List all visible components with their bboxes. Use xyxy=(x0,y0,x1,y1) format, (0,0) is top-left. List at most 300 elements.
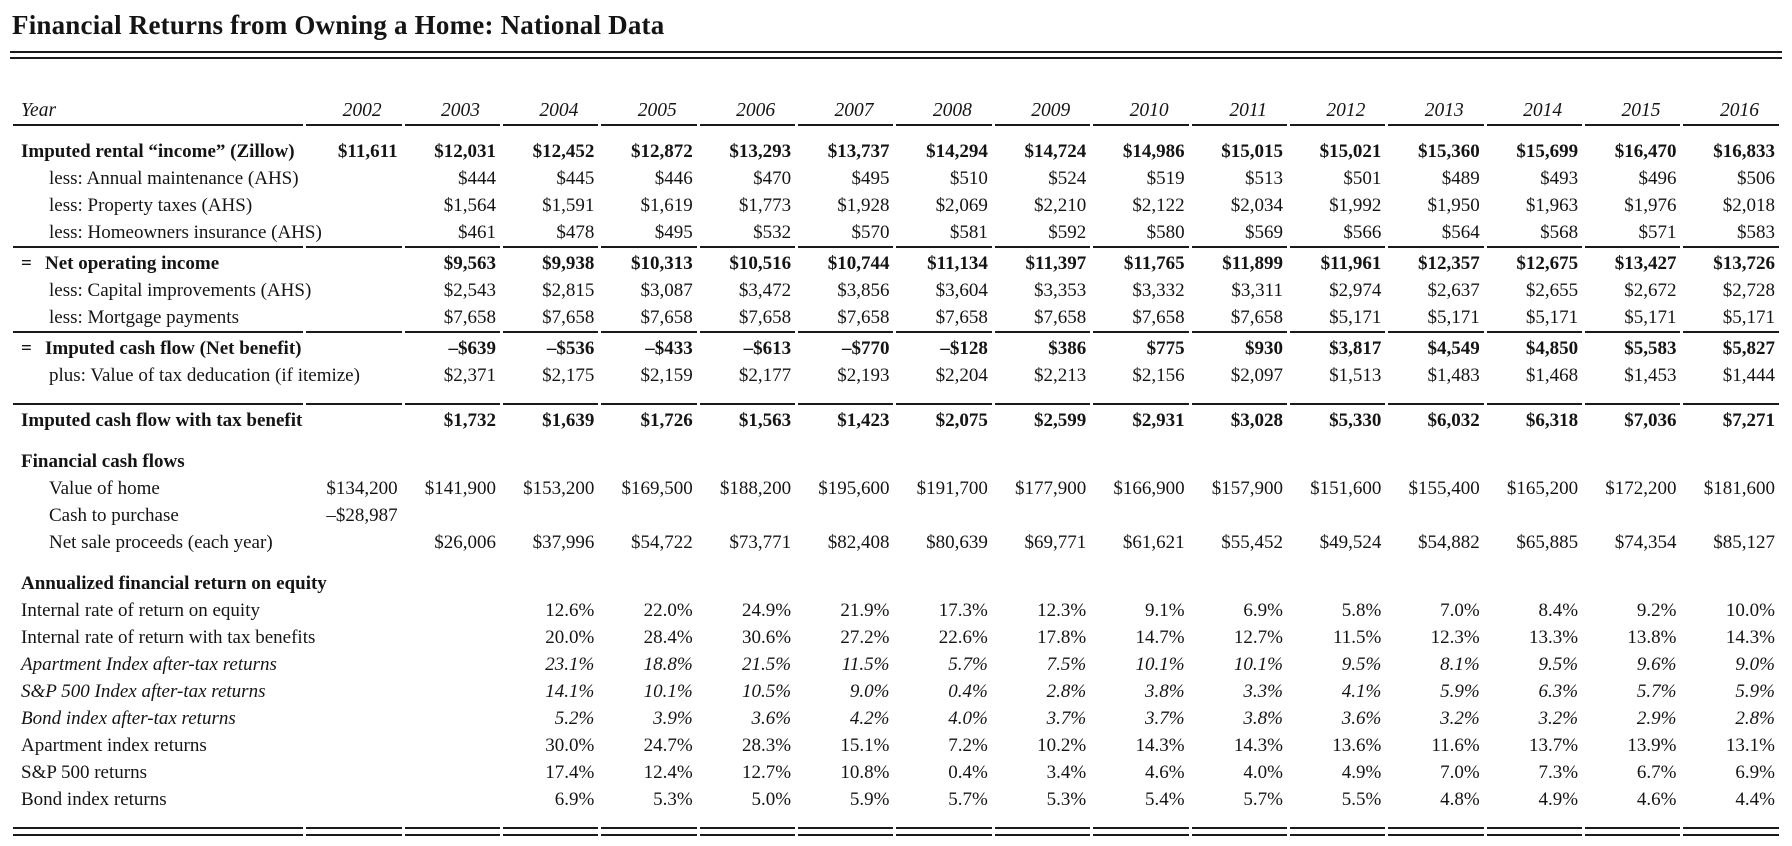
cell-value: 5.7% xyxy=(1636,680,1677,702)
cell-value xyxy=(798,448,893,475)
cell-value: $7,658 xyxy=(542,306,595,328)
cell-value: $470 xyxy=(753,167,792,189)
cell-value: $1,732 xyxy=(443,409,496,431)
equals-prefix: = xyxy=(21,252,32,274)
cell-value: $4,850 xyxy=(1525,337,1579,359)
cell-value xyxy=(306,705,401,732)
row-label xyxy=(13,165,303,192)
table-row xyxy=(13,250,1779,277)
cell-value: 12.6% xyxy=(545,599,595,621)
cell-value xyxy=(1585,502,1680,529)
cell-value: $2,213 xyxy=(1033,364,1087,386)
cell-value: –$536 xyxy=(546,337,595,359)
table-row xyxy=(13,624,1779,651)
cell-value: $3,028 xyxy=(1230,409,1283,431)
cell-value: $12,675 xyxy=(1516,252,1579,274)
cell-value: $16,833 xyxy=(1713,140,1775,162)
cell-value: $532 xyxy=(753,221,792,243)
cell-value: 28.3% xyxy=(742,734,792,756)
cell-value: $5,171 xyxy=(1427,306,1480,328)
cell-value: 13.9% xyxy=(1627,734,1677,756)
cell-value: $61,621 xyxy=(1122,531,1185,553)
cell-value xyxy=(1683,448,1779,475)
cell-value: $580 xyxy=(1146,221,1185,243)
title-double-rule xyxy=(10,51,1782,59)
cell-value: 23.1% xyxy=(545,653,595,675)
cell-value: 3.2% xyxy=(1440,707,1480,729)
cell-value: $446 xyxy=(654,167,693,189)
cell-value: $16,470 xyxy=(1614,140,1677,162)
cell-value: $2,097 xyxy=(1230,364,1283,386)
table-row xyxy=(13,678,1779,705)
cell-value: 11.5% xyxy=(1332,626,1382,648)
cell-value: $188,200 xyxy=(719,477,792,499)
cell-value: $5,171 xyxy=(1624,306,1677,328)
table-row xyxy=(13,335,1779,362)
cell-value: $26,006 xyxy=(434,531,496,553)
cell-value: 13.8% xyxy=(1627,626,1677,648)
cell-value xyxy=(503,448,598,475)
cell-value: $1,976 xyxy=(1624,194,1677,216)
cell-value: $1,992 xyxy=(1329,194,1382,216)
cell-value: $177,900 xyxy=(1014,477,1087,499)
cell-value: $12,357 xyxy=(1417,252,1480,274)
table-row xyxy=(13,407,1779,434)
year-header: 2005 xyxy=(637,99,677,121)
cell-value: –$28,987 xyxy=(326,504,398,526)
cell-value: $73,771 xyxy=(729,531,792,553)
row-label xyxy=(13,732,303,759)
table-row xyxy=(13,570,1779,597)
cell-value: $74,354 xyxy=(1614,531,1677,553)
cell-value: $496 xyxy=(1638,167,1677,189)
cell-value: $489 xyxy=(1441,167,1480,189)
cell-value: $54,722 xyxy=(630,531,693,553)
table-row xyxy=(13,597,1779,624)
cell-value xyxy=(1192,570,1287,597)
cell-value xyxy=(306,277,401,304)
cell-value: 8.4% xyxy=(1538,599,1579,621)
cell-value: 6.9% xyxy=(1243,599,1283,621)
cell-value: 5.5% xyxy=(1341,788,1382,810)
cell-value: $775 xyxy=(1146,337,1185,359)
row-label-text: Apartment index returns xyxy=(21,734,207,756)
year-header: 2009 xyxy=(1031,99,1071,121)
cell-value: $11,134 xyxy=(927,252,988,274)
cell-value: 13.1% xyxy=(1725,734,1775,756)
cell-value: $445 xyxy=(556,167,595,189)
year-header: 2006 xyxy=(736,99,776,121)
row-label-text: Net operating income xyxy=(45,252,220,274)
cell-value: 10.8% xyxy=(840,761,890,783)
cell-value: 14.1% xyxy=(545,680,595,702)
cell-value: $10,516 xyxy=(729,252,792,274)
row-label-text: Internal rate of return on equity xyxy=(21,599,260,621)
cell-value: $2,543 xyxy=(443,279,496,301)
cell-value: 5.7% xyxy=(948,788,988,810)
cell-value: $3,604 xyxy=(935,279,988,301)
cell-value: 20.0% xyxy=(545,626,595,648)
cell-value: $165,200 xyxy=(1506,477,1579,499)
row-label xyxy=(13,335,303,362)
cell-value: $581 xyxy=(949,221,988,243)
cell-value: $2,018 xyxy=(1722,194,1775,216)
table-row xyxy=(13,705,1779,732)
row-label xyxy=(13,277,312,304)
row-label-text: less: Homeowners insurance (AHS) xyxy=(49,221,322,243)
cell-value: 3.3% xyxy=(1243,680,1283,702)
cell-value: $5,171 xyxy=(1722,306,1775,328)
cell-value: $1,513 xyxy=(1329,364,1382,386)
cell-value: 14.3% xyxy=(1725,626,1775,648)
cell-value xyxy=(306,678,401,705)
cell-value: $1,928 xyxy=(837,194,890,216)
cell-value xyxy=(896,502,991,529)
cell-value: 3.6% xyxy=(751,707,792,729)
row-label-text: Annualized financial return on equity xyxy=(21,572,327,594)
cell-value: $5,171 xyxy=(1329,306,1382,328)
year-header: 2016 xyxy=(1720,99,1759,121)
cell-value xyxy=(896,570,991,597)
cell-value: 9.6% xyxy=(1636,653,1677,675)
cell-value: $1,773 xyxy=(738,194,792,216)
cell-value: 5.7% xyxy=(948,653,988,675)
year-header: 2002 xyxy=(342,99,382,121)
cell-value xyxy=(306,407,401,434)
cell-value: $3,353 xyxy=(1033,279,1087,301)
cell-value: 5.9% xyxy=(849,788,890,810)
cell-value: $5,330 xyxy=(1329,409,1382,431)
cell-value: $15,699 xyxy=(1516,140,1579,162)
cell-value xyxy=(405,502,500,529)
cell-value: $583 xyxy=(1737,221,1775,243)
cell-value xyxy=(700,448,795,475)
cell-value: 10.1% xyxy=(1135,653,1185,675)
cell-value: $501 xyxy=(1343,167,1382,189)
row-label-text: less: Mortgage payments xyxy=(49,306,239,328)
row-label xyxy=(13,678,303,705)
cell-value: 4.4% xyxy=(1735,788,1775,810)
cell-value xyxy=(405,597,500,624)
cell-value xyxy=(1192,502,1287,529)
cell-value: $4,549 xyxy=(1427,337,1480,359)
table-row xyxy=(13,219,1779,246)
cell-value: 5.9% xyxy=(1440,680,1480,702)
cell-value: $2,672 xyxy=(1624,279,1677,301)
year-header-row xyxy=(13,97,1779,124)
cell-value: 10.1% xyxy=(643,680,693,702)
cell-value xyxy=(1585,448,1680,475)
row-label xyxy=(13,304,303,331)
cell-value xyxy=(798,570,893,597)
cell-value: $1,950 xyxy=(1427,194,1480,216)
cell-value: $444 xyxy=(457,167,496,189)
cell-value: $7,658 xyxy=(1132,306,1185,328)
cell-value: $7,658 xyxy=(837,306,890,328)
year-header: 2008 xyxy=(932,99,972,121)
cell-value xyxy=(503,502,598,529)
cell-value: 13.7% xyxy=(1529,734,1579,756)
cell-value xyxy=(1487,502,1582,529)
row-label-text: Value of home xyxy=(49,477,160,499)
cell-value: 30.0% xyxy=(545,734,595,756)
cell-value xyxy=(405,732,500,759)
cell-value: $11,611 xyxy=(337,140,398,162)
cell-value: $1,619 xyxy=(640,194,693,216)
cell-value: 6.9% xyxy=(1735,761,1775,783)
row-label-text: Net sale proceeds (each year) xyxy=(49,531,273,553)
cell-value: $37,996 xyxy=(532,531,595,553)
cell-value xyxy=(405,705,500,732)
rule-row xyxy=(13,827,1779,836)
cell-value: $930 xyxy=(1244,337,1283,359)
cell-value: 5.8% xyxy=(1341,599,1382,621)
cell-value xyxy=(306,529,401,556)
cell-value: 22.0% xyxy=(643,599,693,621)
cell-value: $7,658 xyxy=(443,306,496,328)
row-label-text: less: Capital improvements (AHS) xyxy=(49,279,312,301)
row-label xyxy=(13,502,303,529)
cell-value: $7,036 xyxy=(1624,409,1677,431)
cell-value xyxy=(306,448,401,475)
cell-value: $195,600 xyxy=(818,477,890,499)
cell-value: $524 xyxy=(1048,167,1087,189)
table-row xyxy=(13,786,1779,813)
cell-value: $495 xyxy=(851,167,890,189)
cell-value: 7.5% xyxy=(1046,653,1087,675)
table-row xyxy=(13,304,1779,331)
cell-value xyxy=(601,570,696,597)
cell-value: $9,938 xyxy=(542,252,595,274)
cell-value: $2,193 xyxy=(837,364,890,386)
cell-value: 2.8% xyxy=(1735,707,1775,729)
cell-value: 3.4% xyxy=(1046,761,1087,783)
cell-value xyxy=(601,502,696,529)
cell-value: $2,204 xyxy=(935,364,988,386)
cell-value: $13,293 xyxy=(729,140,792,162)
cell-value: 6.7% xyxy=(1636,761,1677,783)
cell-value xyxy=(1093,448,1188,475)
cell-value: $1,453 xyxy=(1624,364,1677,386)
cell-value: 3.8% xyxy=(1145,680,1185,702)
cell-value: 5.3% xyxy=(653,788,693,810)
cell-value: 7.0% xyxy=(1440,761,1480,783)
row-label xyxy=(13,529,303,556)
row-label-text: Imputed rental “income” (Zillow) xyxy=(21,140,295,162)
cell-value: 21.5% xyxy=(742,653,792,675)
year-header: 2015 xyxy=(1621,99,1661,121)
row-label xyxy=(13,362,360,389)
cell-value: $166,900 xyxy=(1113,477,1185,499)
cell-value: 10.0% xyxy=(1725,599,1775,621)
row-label xyxy=(13,570,327,597)
cell-value: $11,397 xyxy=(1025,252,1087,274)
cell-value: $3,332 xyxy=(1132,279,1185,301)
year-header: 2014 xyxy=(1523,99,1563,121)
row-label xyxy=(13,624,316,651)
cell-value: $15,015 xyxy=(1221,140,1283,162)
cell-value: 12.7% xyxy=(1233,626,1283,648)
cell-value: $568 xyxy=(1540,221,1579,243)
spacer-row xyxy=(13,434,1779,448)
cell-value: $191,700 xyxy=(916,477,988,499)
cell-value: –$613 xyxy=(743,337,792,359)
cell-value: 5.2% xyxy=(554,707,595,729)
row-label-text: plus: Value of tax deducation (if itemize) xyxy=(49,364,360,386)
cell-value: $7,658 xyxy=(640,306,693,328)
cell-value: 4.6% xyxy=(1636,788,1677,810)
table-row xyxy=(13,362,1779,389)
cell-value xyxy=(1585,570,1680,597)
cell-value xyxy=(995,448,1090,475)
row-label-text: Imputed cash flow with tax benefit xyxy=(21,409,303,431)
year-header-label: Year xyxy=(21,99,57,121)
row-label xyxy=(13,138,303,165)
cell-value: $2,156 xyxy=(1132,364,1185,386)
cell-value xyxy=(405,678,500,705)
cell-value: –$770 xyxy=(841,337,890,359)
cell-value: $2,034 xyxy=(1230,194,1283,216)
cell-value: $5,171 xyxy=(1525,306,1579,328)
cell-value: 12.3% xyxy=(1430,626,1480,648)
cell-value: 11.5% xyxy=(841,653,890,675)
cell-value xyxy=(405,448,500,475)
cell-value: 6.9% xyxy=(554,788,595,810)
cell-value: 3.7% xyxy=(1046,707,1087,729)
cell-value: 9.5% xyxy=(1538,653,1579,675)
row-label xyxy=(13,219,322,246)
row-label xyxy=(13,250,303,277)
cell-value xyxy=(306,651,401,678)
cell-value: $519 xyxy=(1146,167,1185,189)
cell-value: 14.3% xyxy=(1135,734,1185,756)
table-row xyxy=(13,277,1779,304)
cell-value: –$639 xyxy=(448,337,496,359)
cell-value: 5.0% xyxy=(751,788,792,810)
cell-value xyxy=(405,759,500,786)
cell-value: 4.1% xyxy=(1341,680,1382,702)
row-label xyxy=(13,705,303,732)
cell-value: $172,200 xyxy=(1605,477,1677,499)
row-label-text: Imputed cash flow (Net benefit) xyxy=(45,337,302,359)
cell-value xyxy=(1683,570,1779,597)
spacer-row xyxy=(13,556,1779,570)
cell-value: $2,371 xyxy=(443,364,496,386)
cell-value: $5,583 xyxy=(1624,337,1677,359)
cell-value: 9.0% xyxy=(849,680,890,702)
cell-value xyxy=(306,335,401,362)
cell-value: $1,423 xyxy=(837,409,890,431)
cell-value: $151,600 xyxy=(1310,477,1382,499)
cell-value xyxy=(700,502,795,529)
cell-value: 13.3% xyxy=(1529,626,1579,648)
cell-value: $3,472 xyxy=(738,279,792,301)
cell-value: 17.4% xyxy=(545,761,595,783)
cell-value: $1,639 xyxy=(542,409,595,431)
cell-value: $7,271 xyxy=(1722,409,1775,431)
cell-value: $564 xyxy=(1441,221,1480,243)
cell-value xyxy=(798,502,893,529)
cell-value: 4.9% xyxy=(1341,761,1382,783)
cell-value: $10,744 xyxy=(827,252,890,274)
row-label xyxy=(13,407,303,434)
cell-value: $3,087 xyxy=(640,279,693,301)
cell-value xyxy=(306,192,401,219)
cell-value: $1,564 xyxy=(443,194,496,216)
year-header: 2007 xyxy=(834,99,874,121)
cell-value xyxy=(1290,502,1385,529)
cell-value: $570 xyxy=(851,221,890,243)
cell-value: $495 xyxy=(654,221,693,243)
cell-value: $69,771 xyxy=(1024,531,1087,553)
cell-value: $11,899 xyxy=(1222,252,1283,274)
cell-value xyxy=(1388,502,1483,529)
row-label xyxy=(13,475,303,502)
cell-value: 14.7% xyxy=(1135,626,1185,648)
cell-value xyxy=(1487,570,1582,597)
cell-value: $2,175 xyxy=(542,364,595,386)
row-label xyxy=(13,786,303,813)
row-label xyxy=(13,597,303,624)
cell-value: $141,900 xyxy=(424,477,496,499)
cell-value: 9.2% xyxy=(1636,599,1677,621)
cell-value xyxy=(306,624,401,651)
row-label-text: Apartment Index after-tax returns xyxy=(21,653,277,675)
cell-value: $11,961 xyxy=(1320,252,1382,274)
cell-value: $493 xyxy=(1540,167,1579,189)
cell-value: 4.0% xyxy=(1243,761,1283,783)
cell-value: 30.6% xyxy=(742,626,792,648)
cell-value: 7.2% xyxy=(948,734,988,756)
cell-value: $2,728 xyxy=(1722,279,1775,301)
cell-value: $506 xyxy=(1737,167,1775,189)
cell-value: $15,360 xyxy=(1417,140,1480,162)
cell-value: 2.9% xyxy=(1636,707,1677,729)
cell-value: 18.8% xyxy=(643,653,693,675)
cell-value: $12,031 xyxy=(434,140,496,162)
cell-value: 17.3% xyxy=(938,599,988,621)
row-label-text: Cash to purchase xyxy=(49,504,179,526)
table-row xyxy=(13,448,1779,475)
cell-value xyxy=(306,786,401,813)
cell-value xyxy=(1683,502,1779,529)
cell-value: 22.6% xyxy=(938,626,988,648)
financial-returns-table xyxy=(10,97,1782,836)
cell-value xyxy=(306,597,401,624)
cell-value: 13.6% xyxy=(1332,734,1382,756)
cell-value: $13,737 xyxy=(827,140,890,162)
cell-value: $569 xyxy=(1244,221,1283,243)
cell-value: $571 xyxy=(1638,221,1677,243)
cell-value: $2,210 xyxy=(1033,194,1087,216)
cell-value: $54,882 xyxy=(1417,531,1480,553)
cell-value: $153,200 xyxy=(523,477,595,499)
cell-value: 11.6% xyxy=(1431,734,1480,756)
table-row xyxy=(13,138,1779,165)
equals-prefix: = xyxy=(21,337,32,359)
table-row xyxy=(13,502,1779,529)
cell-value: 2.8% xyxy=(1046,680,1087,702)
cell-value: $155,400 xyxy=(1408,477,1480,499)
cell-value: 9.0% xyxy=(1735,653,1775,675)
cell-value: 5.4% xyxy=(1145,788,1185,810)
cell-value: 9.1% xyxy=(1145,599,1185,621)
cell-value: $7,658 xyxy=(1230,306,1283,328)
year-header: 2003 xyxy=(440,99,480,121)
cell-value: 7.3% xyxy=(1538,761,1579,783)
cell-value: $513 xyxy=(1244,167,1283,189)
cell-value: 10.5% xyxy=(742,680,792,702)
